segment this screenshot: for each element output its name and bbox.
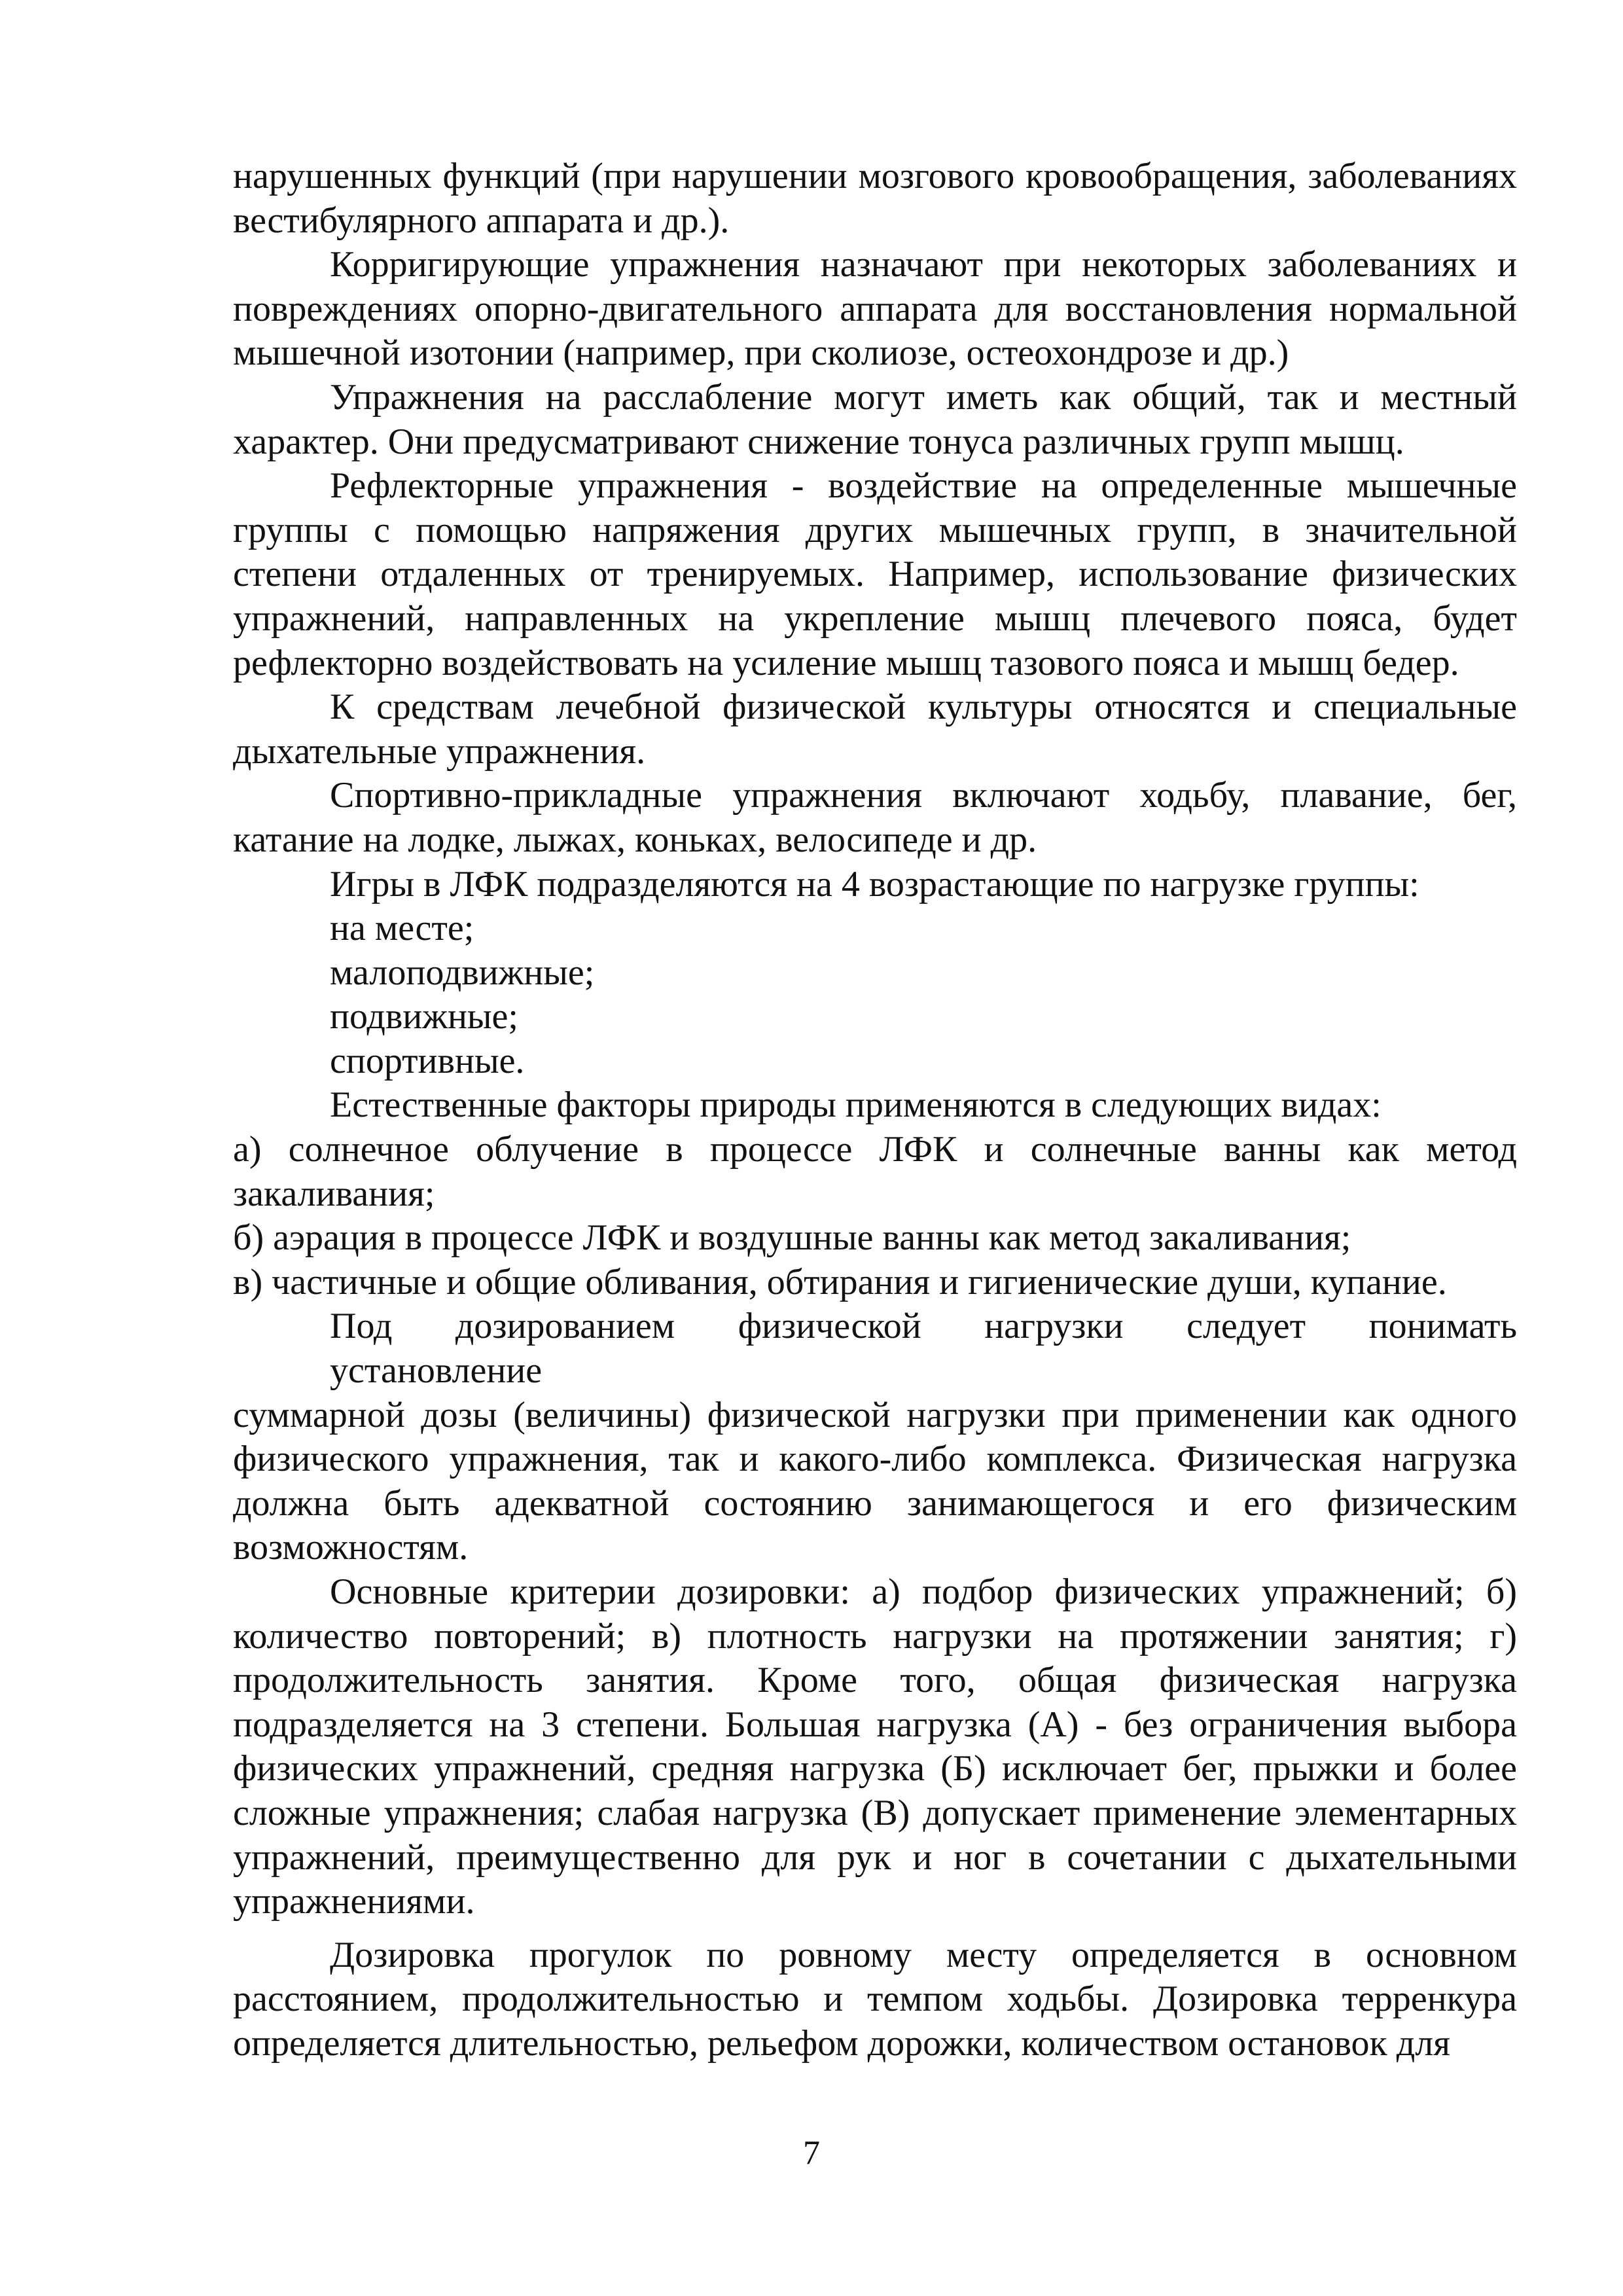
paragraph-dosing-heading — [233, 1304, 1517, 1393]
paragraph-relaxation-exercises: Упражнения на расслабление могут иметь как общий, так и местный характер. Они предусматривают снижение тонуса различных групп мышц. — [233, 376, 1517, 462]
paragraph-impaired-functions: нарушенных функций (при нарушении мозгового кровообращения, заболеваниях вестибулярного аппарата и др.). — [233, 156, 1517, 241]
page-number: 7 — [803, 2134, 820, 2172]
paragraph-dosing-definition: суммарной дозы (величины) физической нагрузки при применении как одного физического упражнения, так и какого-либо комплекса. Физическая нагрузка должна быть адекватной состоянию занимающегося и его физическим возможностям. — [233, 1394, 1517, 1568]
list-item-natural-factor: б) аэрация в процессе ЛФК и воздушные ванны как метод закаливания; — [233, 1217, 1351, 1259]
paragraph-games-intro: Игры в ЛФК подразделяются на 4 возрастающие по нагрузке группы: — [330, 863, 1419, 905]
list-item-natural-factor: в) частичные и общие обливания, обтирания и гигиенические души, купание. — [233, 1261, 1447, 1302]
list-item-game-group: на месте; — [330, 908, 474, 949]
paragraph-breathing-exercises: К средствам лечебной физической культуры относятся и специальные дыхательные упражнения. — [233, 687, 1517, 772]
list-item-natural-factor: а) солнечное облучение в процессе ЛФК и солнечные ванны как метод закаливания; — [233, 1129, 1517, 1214]
list-item-game-group: спортивные. — [330, 1040, 525, 1081]
paragraph-reflex-exercises: Рефлекторные упражнения - воздействие на определенные мышечные группы с помощью напряжения других мышечных групп, в значительной степени отдаленных от тренируемых. Например, использование физических упражнений, направленных на укрепление мышц плечевого пояса, будет рефлекторно воздействовать на усиление мышц тазового пояса и мышц бедер. — [233, 465, 1517, 683]
paragraph-applied-sports-exercises: Спортивно-прикладные упражнения включают ходьбу, плавание, бег, катание на лодке, лыжах, коньках, велосипеде и др. — [233, 775, 1517, 860]
paragraph-corrective-exercises: Корригирующие упражнения назначают при некоторых заболеваниях и повреждениях опорно-двигательного аппарата для восстановления нормальной мышечной изотонии (например, при сколиозе, остеохондрозе и др.) — [233, 244, 1517, 374]
document-page — [233, 154, 1517, 2066]
paragraph-walks-dosing: Дозировка прогулок по ровному месту определяется в основном расстоянием, продолжительностью и темпом ходьбы. Дозировка терренкура определяется длительностью, рельефом дорожки, количеством остановок для — [233, 1934, 1517, 2064]
paragraph-natural-factors-intro: Естественные факторы природы применяются в следующих видах: — [330, 1085, 1382, 1126]
paragraph-dosing-criteria: Основные критерии дозировки: а) подбор физических упражнений; б) количество повторений; в) плотность нагрузки на протяжении занятия; г) продолжительность занятия. Кроме того, общая физическая нагрузка подразделяется на 3 степени. Большая нагрузка (А) - без ограничения выбора физических упражнений, средняя нагрузка (Б) исключает бег, прыжки и более сложные упражнения; слабая нагрузка (В) допускает применение элементарных упражнений, преимущественно для рук и ног в сочетании с дыхательными упражнениями. — [233, 1571, 1517, 1922]
list-item-game-group: малоподвижные; — [330, 952, 595, 993]
dosing-heading-tail: установление — [330, 1350, 543, 1391]
list-item-game-group: подвижные; — [330, 996, 518, 1037]
dosing-heading-line: Под дозированием физической нагрузки следует понимать — [330, 1306, 1517, 1347]
